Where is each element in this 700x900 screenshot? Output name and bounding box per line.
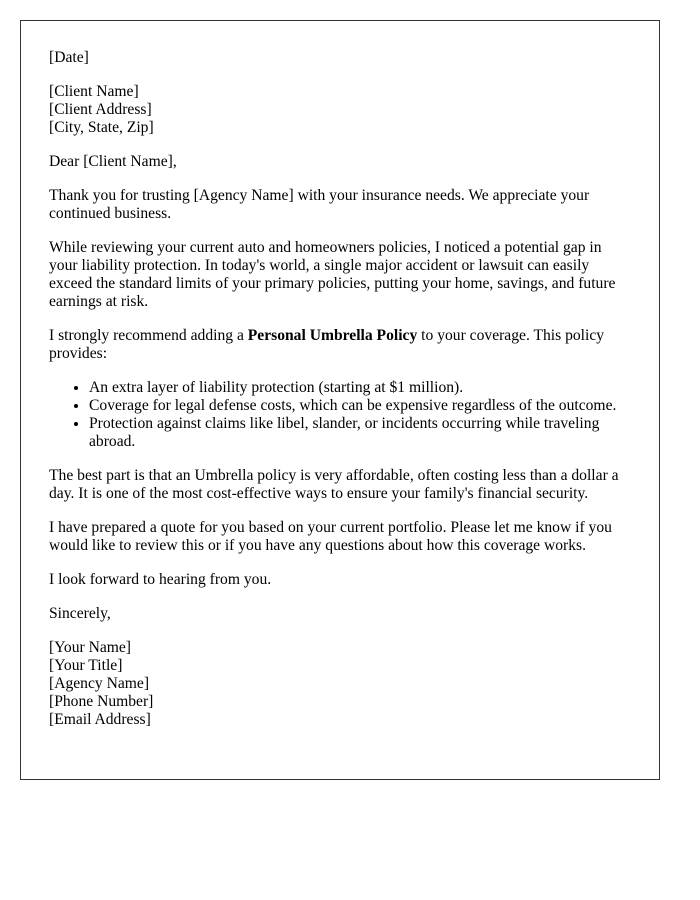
recommendation-text-before: I strongly recommend adding a: [49, 327, 248, 344]
letter-page: [20, 20, 660, 780]
quote-paragraph: I have prepared a quote for you based on your current portfolio. Please let me know if you would like to review this or if you have any questions about how this coverage works.: [49, 519, 612, 554]
sender-agency: [Agency Name]: [49, 675, 150, 692]
closing-remark: I look forward to hearing from you.: [49, 571, 272, 588]
sender-title: [Your Title]: [49, 657, 123, 674]
salutation: Dear [Client Name],: [49, 153, 177, 170]
closing: Sincerely,: [49, 605, 111, 622]
letter-date: [49, 49, 631, 67]
intro-paragraph: Thank you for trusting [Agency Name] with your insurance needs. We appreciate your continued business.: [49, 187, 590, 222]
benefit-item: • An extra layer of liability protection (starting at $1 million).: [89, 379, 631, 397]
sender-phone: [Phone Number]: [49, 693, 154, 710]
recommendation-paragraph: [49, 327, 631, 363]
umbrella-policy-name: Personal Umbrella Policy: [247, 327, 418, 344]
recipient-address: [Client Address]: [49, 101, 152, 118]
affordability-paragraph: The best part is that an Umbrella policy is very affordable, often costing less than a dollar a day. It is one of the most cost-effective ways to ensure your family's financial security.: [49, 467, 619, 502]
sender-name: [Your Name]: [49, 639, 132, 656]
recipient-city-state-zip: [City, State, Zip]: [49, 119, 154, 136]
recipient-name: [Client Name]: [49, 83, 139, 100]
benefit-item: • Coverage for legal defense costs, which can be expensive regardless of the outcome.: [89, 397, 631, 415]
date-text: [Date]: [49, 49, 89, 66]
recipient-address-block: [49, 83, 631, 137]
sender-email: [Email Address]: [49, 711, 151, 728]
signature-block: [49, 639, 631, 729]
recommendation-text-after: to your coverage. This policy provides:: [49, 327, 605, 362]
benefits-list: [49, 379, 631, 451]
liability-gap-paragraph: While reviewing your current auto and homeowners policies, I noticed a potential gap in your liability protection. In today's world, a single major accident or lawsuit can easily exceed the standard limits of your primary policies, putting your home, savings, and future earnings at risk.: [49, 239, 616, 310]
benefit-item: • Protection against claims like libel, slander, or incidents occurring while traveling abroad.: [89, 415, 631, 451]
